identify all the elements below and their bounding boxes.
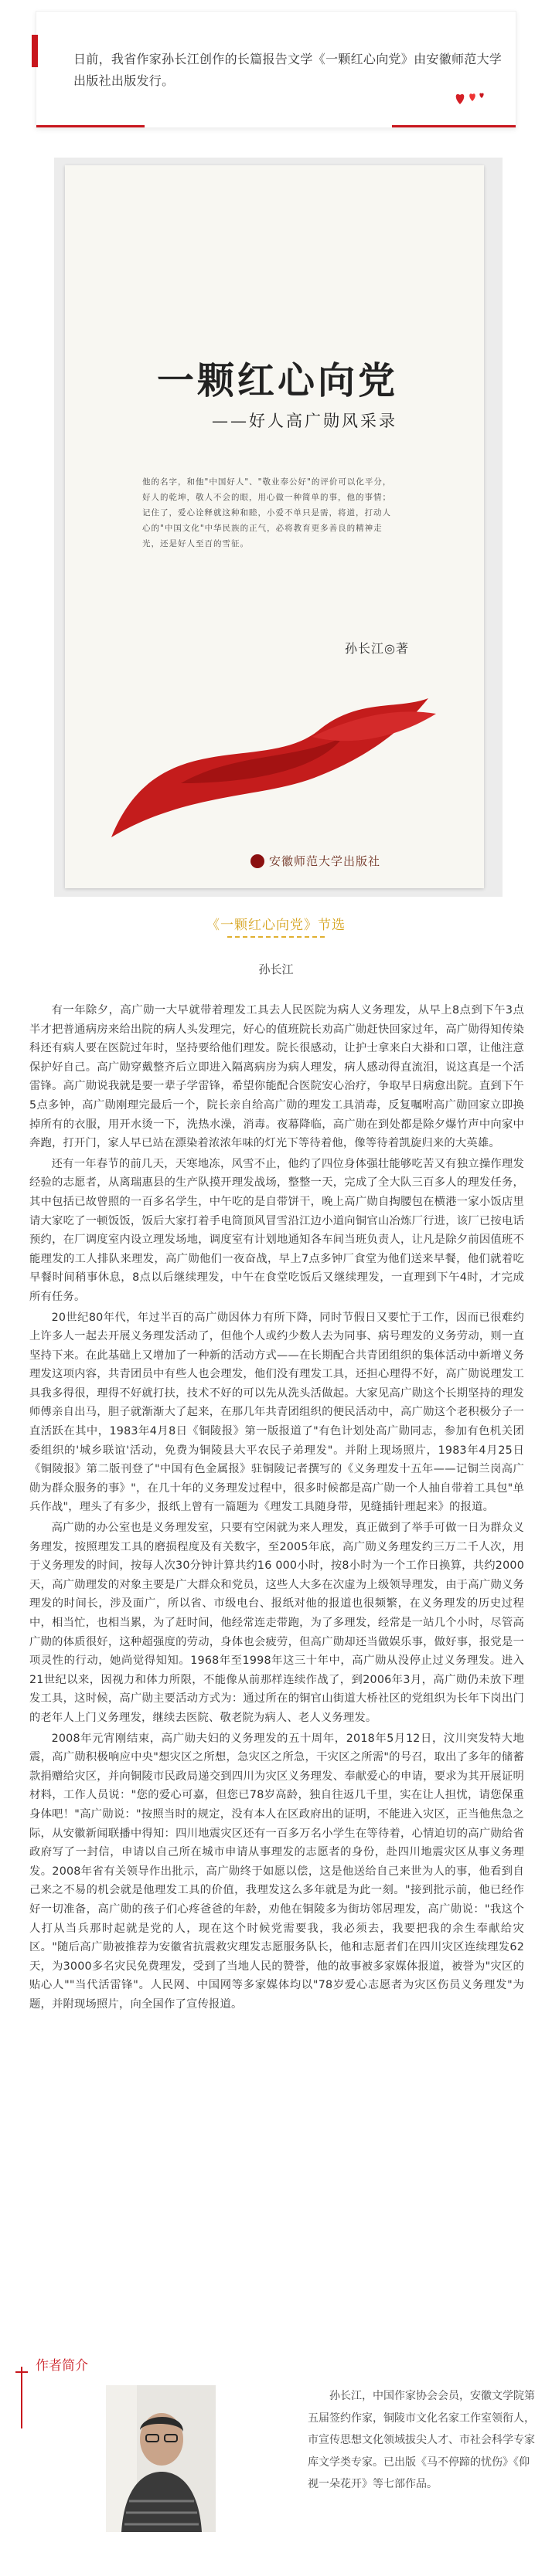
book-subtitle: ——好人高广勋风采录 bbox=[212, 412, 397, 430]
book-title: 一颗红心向党 bbox=[156, 359, 398, 402]
author-portrait-icon bbox=[106, 2385, 216, 2532]
intro-accent-bar bbox=[32, 35, 38, 67]
publisher bbox=[250, 853, 380, 869]
intro-card bbox=[36, 11, 516, 128]
intro-bottom-line-left bbox=[36, 125, 145, 127]
hearts-icon bbox=[452, 87, 488, 109]
author-photo bbox=[106, 2385, 216, 2532]
intro-text: 日前，我省作家孙长江创作的长篇报告文学《一颗红心向党》由安徽师范大学出版社出版发行。 bbox=[73, 52, 503, 88]
bio-heading-label: 作者简介 bbox=[36, 2358, 88, 2374]
book-author: 孙长江◎著 bbox=[345, 641, 409, 656]
article-paragraph: 高广勋的办公室也是义务理发室，只要有空闲就为来人理发，真正做到了举手可做一日为群众义务理发，按照理发工具的磨损程度及有关数字，至2005年底，高广勋义务理发约三万二千人次，用于义务理发的时间，按每人次30分钟计算共约16 000小时，按8小时为一个工作日换算，共约2000天，高广勋理发的对象主要是广大群众和党员，这些人大多在次虚为上级领导理发，由于高广勋义务理发的时间长，涉及面广，所以省、市级电台、报纸对他的报道也很频繁，在义务理发的历史过程中，相当忙，也相当累，为了赶时间，他经常连走带跑，为了多理发，经常是一站几个小时，尽管高广勋的体质很好，这种超强度的劳动，身体也会疲劳，但高广勋却还当做娱乐事，做好事，报党是一项灵性的行动，她尚觉得知知。1968年至1998年这三十年中，高广勋从没停止过义务理发。进入21世纪以来，因视力和体力所限，不能像从前那样连续作战了，到2006年3月，高广勋仍未放下理发工具，这时候，高广勋主要活动方式为：通过所在的铜官山街道大桥社区的党组织为长年下岗出门的老年人上门义务理发，继续去医院、敬老院为病人、老人义务理发。 bbox=[29, 1522, 524, 1724]
intro-bottom-line-right bbox=[392, 125, 516, 127]
excerpt-title: 《一颗红心向党》节选 bbox=[206, 918, 346, 933]
article-paragraph: 还有一年春节的前几天，天寒地冻，风雪不止，他约了四位身体强壮能够吃苦又有独立操作理发经验的志愿者，从离瑞惠县的生产队摸开理发战场，整整一天，完成了全大队三百多人的理发任务，其中包括已故曾照的一百多名学生，中午吃的是自带饼干，晚上高广勋自掏腰包在横港一家小饭店里请大家吃了一顿饭饭，饭后大家打着手电筒顶风冒雪沿江边小道向铜官山冶炼厂行进，该厂已按电话预约，在厂调度室内设立理发场地，调度室有计划地通知各车间当班负责人，让凡是除夕前因值班不能理发的工人排队来理发，高广勋他们一夜奋战，早上7点多钟厂食堂为他们送来早餐，他们就着吃早餐时间稍事休息，8点以后继续理发，中午在食堂吃饭后又继续理发，一直理到下午4时，才完成所有任务。 bbox=[29, 1157, 524, 1303]
article-paragraph: 有一年除夕，高广勋一大早就带着理发工具去人民医院为病人义务理发，从早上8点到下午3点半才把普通病房来给出院的病人头发理完，好心的值班院长劝高广勋赶快回家过年，高广勋得知传染科还有病人要在医院过年时，坚持要给他们理发。院长很感动，让护士拿来白大褂和口罩，让他注意保护好自己。高广勋穿戴整齐后立即进入隔离病房为病人理发，病人感动得直流泪，说这真是一个活雷锋。高广勋说我就是要一辈子学雷锋，希望你能配合医院安心治疗，争取早日病愈出院。直到下午5点多钟，高广勋刚理完最后一个，院长亲自给高广勋的理发工具消毒，反复嘱咐高广勋回家立即换掉所有的衣服，用开水烫一下，洗热水澡，消毒。夜幕降临，高广勋在到处都是除夕爆竹声中向家中奔跑，打开门，家人早已站在漂染着浓浓年味的灯光下等待着他，像等待着凯旋归来的大英雄。 bbox=[29, 1004, 524, 1150]
article-paragraph: 20世纪80年代，年过半百的高广勋因体力有所下降，同时节假日又要忙于工作，因而已很难约上许多人一起去开展义务理发活动了，但他个人或约少数人去为同事、病号理发的义务劳动，则一直坚持下来。在此基础上又增加了一种新的活动方式——在长期配合共青团组织的集体活动中新增义务理发这项内容，共青团员中有些人也会理发，他们没有理发工具，还担心理得不好，高广勋说理发工具我多得很，理得不好就打扶，技术不好的可以先从洗头活做起。大家见高广勋这个长期坚持的理发师傅亲自出马，胆子就渐渐大了起来，在那几年共青团组织的便民活动中，高广勋这个老积极分子一直活跃在其中，1983年4月8日《铜陵报》第一版报道了"有色计划处高广勋同志，参加有色机关团委组织的'城乡联谊'活动，免费为铜陵县大平农民子弟理发"。并附上现场照片，1983年4月25日《铜陵报》第二版刊登了"中国有色金属报》驻铜陵记者撰写的《义务理发十五年——记铜兰岗高广勋为群众服务的事》"，在几十年的义务理发过程中，很多时候都是高广勋一个人抽自带着工具包"单兵作战"，理头了有多少，报纸上曾有一篇题为《理发工具随身带，见缝插针理起来》的报道。 bbox=[29, 1311, 524, 1514]
bio-cross-horizontal bbox=[15, 2371, 28, 2373]
author-bio: 孙长江，中国作家协会会员，安徽文学院第五届签约作家，铜陵市文化名家工作室领衔人，市宣传思想文化领域拔尖人才、市社会科学专家库文学类专家。已出版《马不停蹄的忧伤》《仰视一朵花开》等七部作品。 bbox=[308, 2390, 535, 2490]
book-cover-photo bbox=[54, 158, 503, 897]
bio-cross-vertical bbox=[21, 2367, 22, 2428]
article-paragraph: 2008年元宵刚结束，高广勋夫妇的义务理发的五十周年，2018年5月12日，汶川突发特大地震，高广勋积极响应中央"想灾区之所想，急灾区之所急，干灾区之所需"的号召，取出了多年的储蓄款捐赠给灾区，并向铜陵市民政局递交到四川为灾区义务理发、奉献爱心的申请，要求为其开展证明材料，工作人员说："您的爱心可嘉，但您已78岁高龄，独自往返几千里，实在让人担忧，请您保重身体吧！"高广勋说："按照当时的规定，没有本人在区政府出的证明，不能进入灾区，正当他焦急之际，从安徽新闻联播中得知：四川地震灾区还有一百多万名小学生在等待着，心情迫切的高广勋给省政府写了一封信，申请以自己所在城市申请从事理发的志愿者的身份，赴四川地震灾区从事义务理发。2008年省有关领导作出批示，高广勋终于如愿以偿，这是他送给自己来世为人的事，他看到自己来之不易的机会就是他理发工具的价值，我理发这么多年就是为此一刻。"接到批示前，他已经作好一切准备，高广勋的孩子们心疼爸爸的年龄，劝他在铜陵多为街坊邻居理发，高广勋说："我这个人打从当兵那时起就是党的人，现在这个时候党需要我，我必须去，我要把我的余生奉献给灾区。"随后高广勋被推荐为安徽省抗震救灾理发志愿服务队长，他和志愿者们在四川灾区连续理发62天，为3000多名灾民免费理发，受到了当地人民的赞誉，他的故事被多家媒体报道，被誉为"灾区的贴心人""当代活雷锋"。人民网、中国网等多家媒体均以"78岁爱心志愿者为灾区伤员义务理发"为题，并附现场照片，向全国作了宣传报道。 bbox=[29, 1732, 524, 2011]
article-body bbox=[29, 1001, 524, 2015]
excerpt-author: 孙长江 bbox=[258, 962, 294, 976]
book-cover bbox=[65, 165, 484, 888]
book-blurb: 他的名字，和他"中国好人"、"敬业奉公好"的评价可以化平分，好人的乾坤，敬人不会的眼，用心做一种简单的事，他的事情；记住了，爱心诠释就这种和睦，小爱不单只是需，将道，打动人心的"中国文化"中华民族的正气，必将教育更多善良的精神走光，还是好人至百的雪征。 bbox=[142, 477, 392, 548]
excerpt-title-underline bbox=[227, 936, 325, 939]
publisher-logo-icon bbox=[250, 854, 264, 868]
excerpt-heading bbox=[0, 914, 552, 933]
publisher-name: 安徽师范大学出版社 bbox=[269, 854, 381, 868]
